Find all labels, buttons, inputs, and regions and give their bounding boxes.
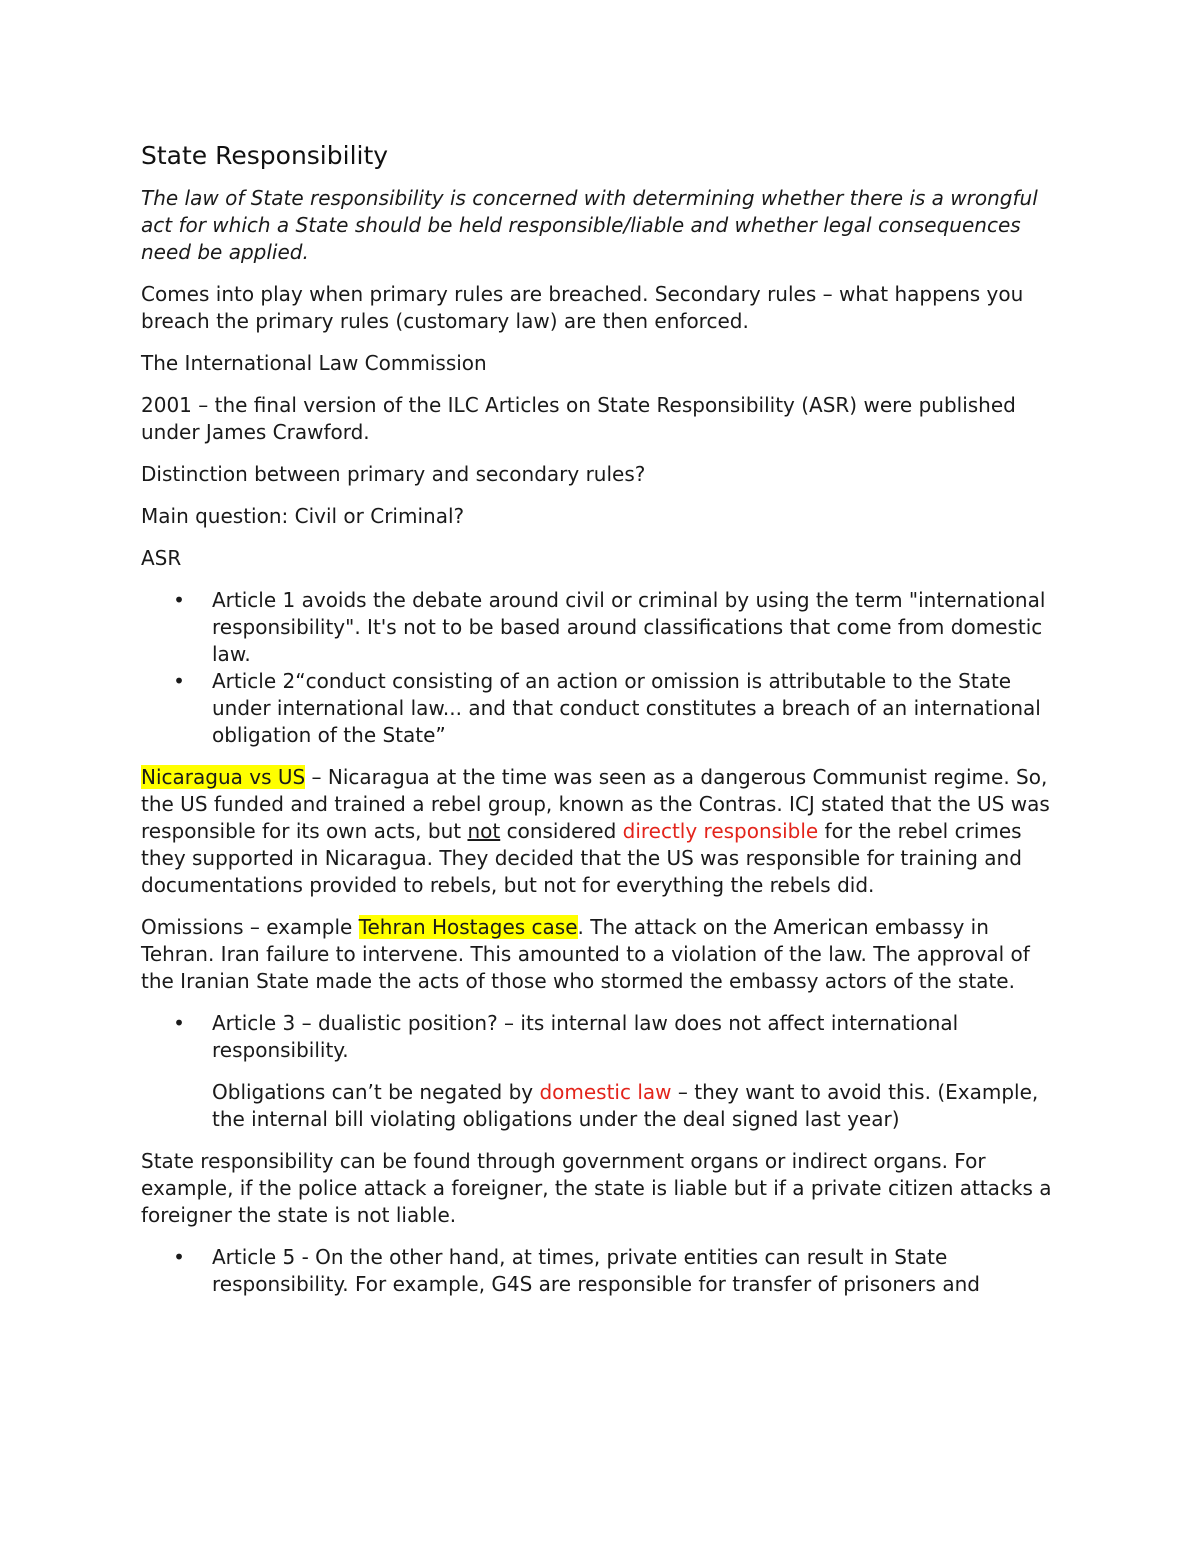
ilc-paragraph: The International Law Commission <box>141 351 487 375</box>
article-3-subparagraph <box>212 1079 1061 1133</box>
tehran-highlight: Tehran Hostages case <box>358 915 578 939</box>
distinction-paragraph: Distinction between primary and secondary rules? <box>141 462 646 486</box>
nicaragua-text-2: considered <box>500 819 623 843</box>
domestic-law-red-text: domestic law <box>539 1080 672 1104</box>
nicaragua-underlined: not <box>467 819 501 843</box>
organs-paragraph: State responsibility can be found through government organs or indirect organs. For example, if the police attack a foreigner, the state is liable but if a private citizen attacks a foreigner the state is not liable. <box>141 1149 1052 1227</box>
nicaragua-text-3: for the rebel crimes they supported in Nicaragua. They decided that the US was responsible for training and documentations provided to rebels, but not for everything the rebels did. <box>141 819 1022 897</box>
article-1-text: Article 1 avoids the debate around civil or criminal by using the term "international responsibility". It's not to be based around classifications that come from domestic law. <box>212 588 1046 666</box>
nicaragua-paragraph <box>141 764 1061 899</box>
asr-2001-paragraph: 2001 – the final version of the ILC Articles on State Responsibility (ASR) were published under James Crawford. <box>141 393 1016 444</box>
article-3-list <box>141 1010 1061 1133</box>
list-item-article-1 <box>141 587 1061 668</box>
bullet-icon: • <box>173 1245 185 1269</box>
bullet-icon: • <box>173 1011 185 1035</box>
article-5-list <box>141 1244 1061 1298</box>
article-5-text: Article 5 - On the other hand, at times, private entities can result in State responsibility. For example, G4S are responsible for transfer of prisoners and <box>212 1245 980 1296</box>
document-body <box>141 140 1061 1313</box>
asr-heading: ASR <box>141 546 182 570</box>
nicaragua-red-text: directly responsible <box>622 819 819 843</box>
main-question-paragraph: Main question: Civil or Criminal? <box>141 504 465 528</box>
list-item-article-2 <box>141 668 1061 749</box>
list-item-article-3 <box>141 1010 1061 1133</box>
bullet-icon: • <box>173 588 185 612</box>
nicaragua-text-1: – Nicaragua at the time was seen as a dangerous Communist regime. So, the US funded and trained a rebel group, known as the Contras. ICJ stated that the US was responsible for its own acts, but <box>141 765 1050 843</box>
list-item-article-5 <box>141 1244 1061 1298</box>
document-title: State Responsibility <box>141 141 389 170</box>
intro-paragraph: The law of State responsibility is concerned with determining whether there is a wrongful act for which a State should be held responsible/liable and whether legal consequences need be applied. <box>141 186 1038 264</box>
article-3-sub-text-2: – they want to avoid this. (Example, the internal bill violating obligations under the deal signed last year) <box>212 1080 1039 1131</box>
omissions-text-1: Omissions – example <box>141 915 359 939</box>
asr-article-list <box>141 587 1061 749</box>
article-3-sub-text-1: Obligations can’t be negated by <box>212 1080 540 1104</box>
article-3-text: Article 3 – dualistic position? – its internal law does not affect international responsibility. <box>212 1011 959 1062</box>
article-2-text: Article 2“conduct consisting of an action or omission is attributable to the State under international law... and that conduct constitutes a breach of an international obligation of the State” <box>212 669 1041 747</box>
primary-rules-paragraph: Comes into play when primary rules are breached. Secondary rules – what happens you breach the primary rules (customary law) are then enforced. <box>141 282 1024 333</box>
bullet-icon: • <box>173 669 185 693</box>
omissions-text-2: . The attack on the American embassy in Tehran. Iran failure to intervene. This amounted to a violation of the law. The approval of the Iranian State made the acts of those who stormed the embassy actors of the state. <box>141 915 1030 993</box>
omissions-paragraph <box>141 914 1061 995</box>
nicaragua-highlight: Nicaragua vs US <box>141 765 306 789</box>
